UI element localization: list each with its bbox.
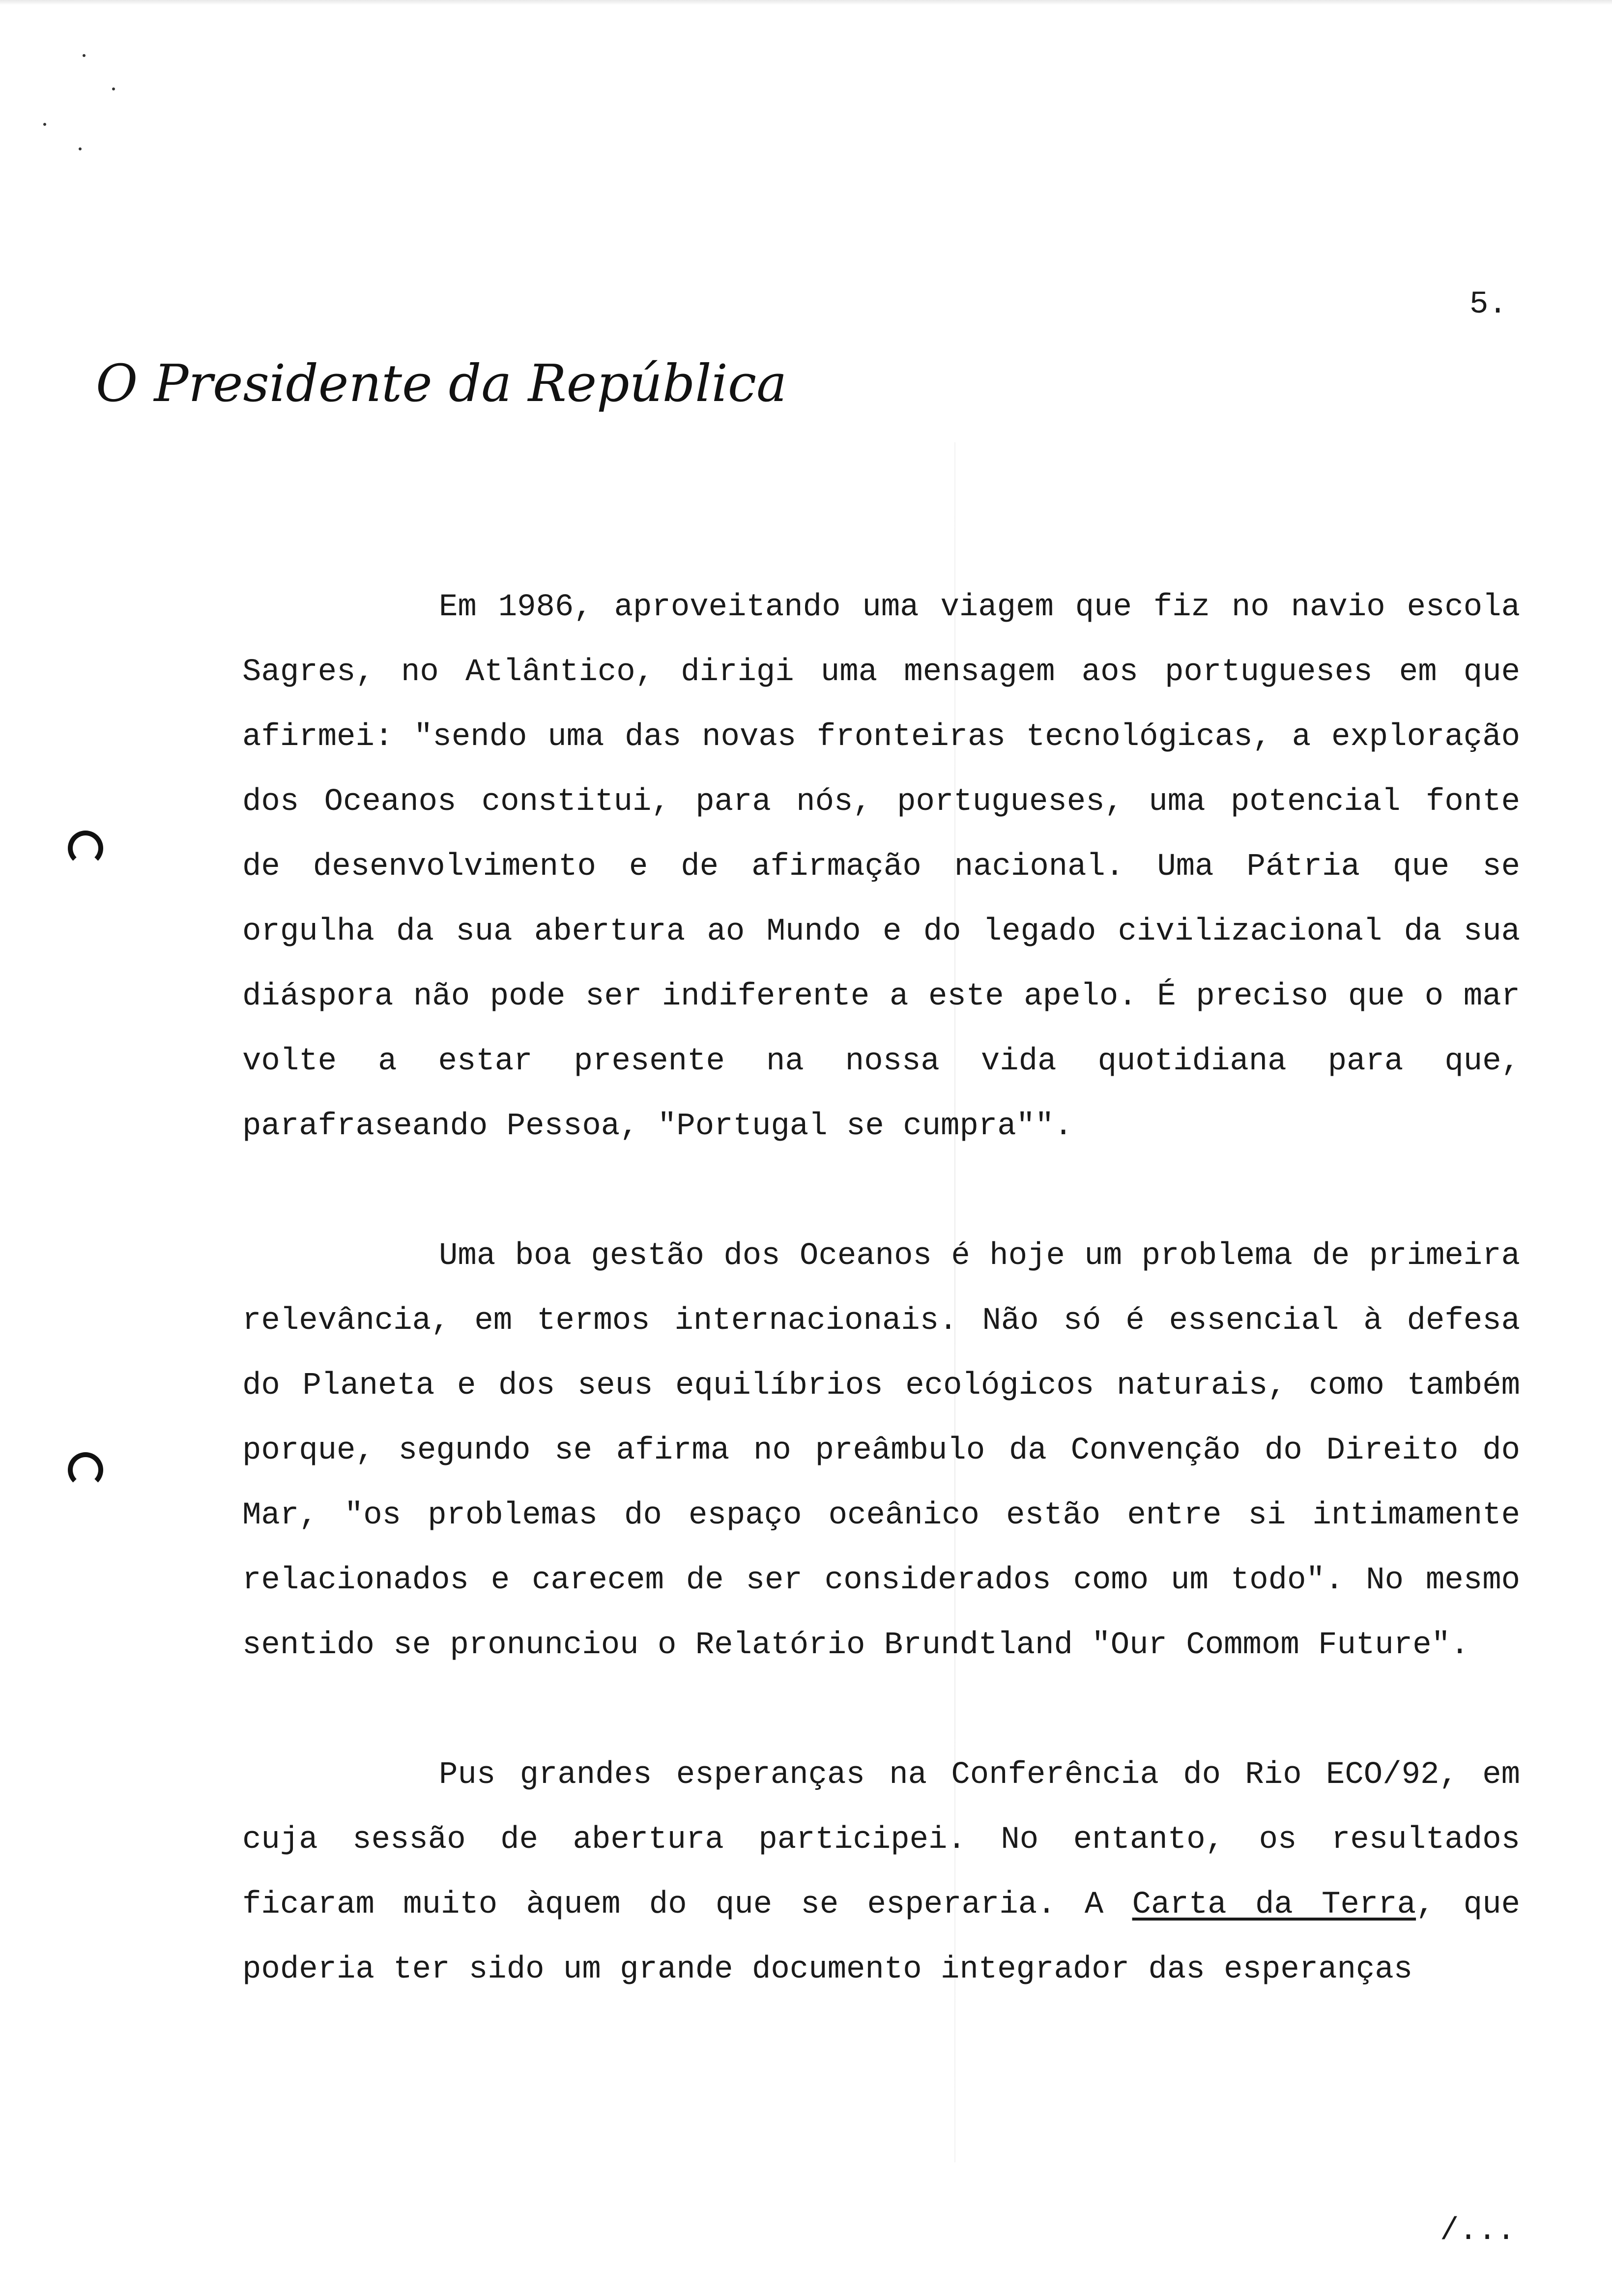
paragraph-2: Uma boa gestão dos Oceanos é hoje um problema de primeira relevância, em termos internacionais. Não só é essencial à defesa do Planeta e dos seus equilíbrios ecológicos naturais, como também porque, segundo se afirma no preâmbulo da Convenção do Direito do Mar, "os problemas do espaço oceânico estão entre si intimamente relacionados e carecem de ser considerados como um todo". No mesmo sentido se pronunciou o Relatório Brundtland "Our Commom Future". — [242, 1238, 1520, 1663]
page-number: 5. — [1469, 287, 1507, 322]
punch-hole-lower — [68, 1452, 103, 1488]
scan-top-edge — [0, 0, 1612, 5]
paragraph-3 — [242, 1743, 1520, 2002]
letter-body — [242, 575, 1520, 2067]
carta-da-terra-underlined: Carta da Terra — [1132, 1887, 1416, 1923]
paragraph-1: Em 1986, aproveitando uma viagem que fiz no navio escola Sagres, no Atlântico, dirigi uma mensagem aos portugueses em que afirmei: "sendo uma das novas fronteiras tecnológicas, a exploração dos Oceanos constitui, para nós, portugueses, uma potencial fonte de desenvolvimento e de afirmação nacional. Uma Pátria que se orgulha da sua abertura ao Mundo e do legado civilizacional da sua diáspora não pode ser indiferente a este apelo. É preciso que o mar volte a estar presente na nossa vida quotidiana para que, parafraseando Pessoa, "Portugal se cumpra"". — [242, 590, 1520, 1144]
scan-speck — [112, 87, 115, 90]
scan-speck — [83, 54, 86, 57]
letterhead: O Presidente da República — [96, 353, 787, 413]
continuation-mark: /... — [1440, 2213, 1516, 2249]
paragraph-3-text-before: Pus grandes esperanças na Conferência do Rio ECO/92, em cuja sessão de abertura participei. No entanto, os resultados ficaram muito àquem do que se esperaria. A — [242, 1757, 1520, 1923]
paragraph-3-text-after: , que poderia ter sido um grande documento integrador das esperanças — [242, 1887, 1521, 1987]
punch-hole-upper — [68, 831, 103, 866]
scan-speck — [79, 147, 82, 150]
scan-speck — [43, 123, 46, 126]
